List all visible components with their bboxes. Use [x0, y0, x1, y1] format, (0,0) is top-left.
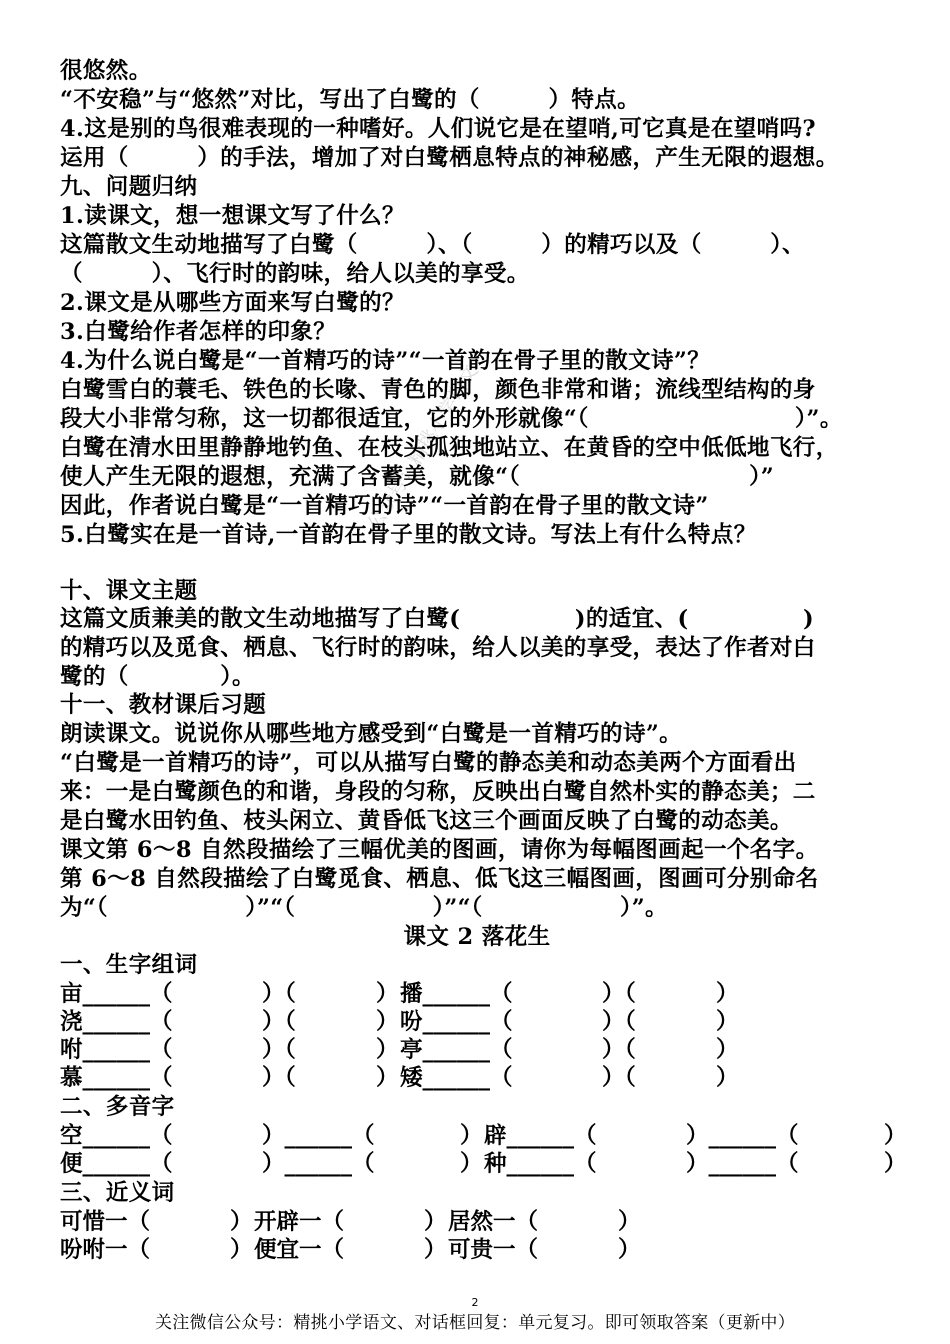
page-number: 2: [471, 1296, 479, 1309]
question: 2.课文是从哪些方面来写白鹭的？: [60, 290, 405, 316]
text-line: 运用（ ）的手法，增加了对白鹭栖息特点的神秘感，产生无限的遐想。: [60, 145, 839, 171]
jinyi-cell: 便宜一（: [254, 1237, 345, 1263]
duoyin-cell: 种______（: [484, 1151, 597, 1177]
shengzi-cell: ）: [376, 1037, 399, 1063]
jinyi-cell: 可贵一（: [448, 1237, 539, 1263]
jinyi-cell: 可惜一（: [60, 1209, 151, 1235]
text-line: 是白鹭水田钓鱼、枝头闲立、黄昏低飞这三个画面反映了白鹭的动态美。: [60, 808, 793, 834]
shengzi-cell: ）: [716, 1065, 739, 1091]
jinyi-cell: 开辟一（: [254, 1209, 345, 1235]
shengzi-cell: ）: [716, 1037, 739, 1063]
text-line: 使人产生无限的遐想，充满了含蓄美，就像“（ ）”: [60, 464, 775, 490]
shengzi-cell: ）: [716, 1009, 739, 1035]
duoyin-cell: ）______（: [262, 1151, 375, 1177]
text-line: 因此，作者说白鹭是“一首精巧的诗”“一首韵在骨子里的散文诗”: [60, 493, 709, 519]
shengzi-cell: ）（: [262, 1065, 296, 1091]
duoyin-cell: ）: [884, 1123, 907, 1149]
duoyin-cell: ）______（: [262, 1123, 375, 1149]
question: 5.白鹭实在是一首诗,一首韵在骨子里的散文诗。写法上有什么特点？: [60, 522, 757, 548]
shengzi-cell: ）: [376, 1009, 399, 1035]
text-line: “不安稳”与“悠然”对比，写出了白鹭的（ ）特点。: [60, 87, 641, 113]
duoyin-cell: ）______（: [686, 1123, 799, 1149]
jinyi-cell: 吩咐一（: [60, 1237, 151, 1263]
text-line: 白鹭雪白的蓑毛、铁色的长喙、青色的脚，颜色非常和谐；流线型结构的身: [60, 377, 816, 403]
watermark: 公众号：精挑小学语文: [363, 360, 483, 534]
text-line: 很悠然。: [60, 58, 152, 84]
shengzi-cell: ）（: [262, 1009, 296, 1035]
text-line: 鹭的（ ）。: [60, 664, 255, 690]
shengzi-cell: ）（: [602, 1009, 636, 1035]
text-line: （ ）、飞行时的韵味，给人以美的享受。: [60, 261, 530, 287]
duoyin-cell: ）______（: [686, 1151, 799, 1177]
shengzi-cell: 慕______（: [60, 1065, 173, 1091]
duoyin-cell: ）: [884, 1151, 907, 1177]
shengzi-cell: ）: [376, 1065, 399, 1091]
shengzi-cell: ）: [376, 981, 399, 1007]
text-line: 这篇散文生动地描写了白鹭（ ）、（ ）的精巧以及（ ）、: [60, 232, 805, 258]
question: 1.读课文，想一想课文写了什么？: [60, 203, 405, 229]
shengzi-cell: ）（: [602, 1065, 636, 1091]
shengzi-cell: 浇______（: [60, 1009, 173, 1035]
shengzi-cell: 亩______（: [60, 981, 173, 1007]
shengzi-cell: 亭______（: [400, 1037, 513, 1063]
text-line: “白鹭是一首精巧的诗”，可以从描写白鹭的静态美和动态美两个方面看出: [60, 750, 797, 776]
question: 4.为什么说白鹭是“一首精巧的诗”“一首韵在骨子里的散文诗”？: [60, 348, 711, 374]
shengzi-cell: ）: [716, 981, 739, 1007]
question: 3.白鹭给作者怎样的印象？: [60, 319, 337, 345]
section-heading: 一、生字组词: [60, 952, 198, 978]
duoyin-cell: ）: [460, 1123, 483, 1149]
jinyi-cell: ）: [230, 1237, 253, 1263]
jinyi-cell: 居然一（: [448, 1209, 539, 1235]
shengzi-cell: 播______（: [400, 981, 513, 1007]
shengzi-cell: ）（: [602, 981, 636, 1007]
text-line: 朗读课文。说说你从哪些地方感受到“白鹭是一首精巧的诗”。: [60, 721, 683, 747]
jinyi-cell: ）: [230, 1209, 253, 1235]
text-line: 的精巧以及觅食、栖息、飞行时的韵味，给人以美的享受，表达了作者对白: [60, 635, 816, 661]
text-line: 这篇文质兼美的散文生动地描写了白鹭( )的适宜、( ): [60, 606, 815, 632]
shengzi-cell: ）（: [262, 981, 296, 1007]
shengzi-cell: 矮______（: [400, 1065, 513, 1091]
jinyi-cell: ）: [424, 1209, 447, 1235]
duoyin-cell: 便______（: [60, 1151, 173, 1177]
section-heading: 九、问题归纳: [60, 174, 198, 200]
text-line: 来：一是白鹭颜色的和谐，身段的匀称，反映出白鹭自然朴实的静态美；二: [60, 779, 816, 805]
text-line: 为“（ ）”“（ ）”“（ ）”。: [60, 895, 668, 921]
shengzi-cell: ）（: [262, 1037, 296, 1063]
text-line: 第 6～8 自然段描绘了白鹭觅食、栖息、低飞这三幅图画，图画可分别命名: [60, 866, 819, 892]
footer-note: 关注微信公众号：精挑小学语文、对话框回复：单元复习。即可领取答案（更新中）: [154, 1313, 796, 1333]
section-heading: 十、课文主题: [60, 578, 198, 604]
jinyi-cell: ）: [618, 1237, 641, 1263]
jinyi-cell: ）: [424, 1237, 447, 1263]
text-line: 4.这是别的鸟很难表现的一种嗜好。人们说它是在望哨,可它真是在望哨吗?: [60, 116, 817, 142]
lesson-title: 课文 2 落花生: [403, 924, 551, 950]
section-heading: 二、多音字: [60, 1094, 175, 1120]
duoyin-cell: 辟______（: [484, 1123, 597, 1149]
text-line: 白鹭在清水田里静静地钓鱼、在枝头孤独地站立、在黄昏的空中低低地飞行，: [60, 435, 839, 461]
shengzi-cell: 吩______（: [400, 1009, 513, 1035]
duoyin-cell: ）: [460, 1151, 483, 1177]
section-heading: 十一、教材课后习题: [60, 692, 267, 718]
shengzi-cell: 咐______（: [60, 1037, 173, 1063]
jinyi-cell: ）: [618, 1209, 641, 1235]
duoyin-cell: 空______（: [60, 1123, 173, 1149]
text-line: 段大小非常匀称，这一切都很适宜，它的外形就像“（ ）”。: [60, 406, 843, 432]
text-line: 课文第 6～8 自然段描绘了三幅优美的图画，请你为每幅图画起一个名字。: [60, 837, 819, 863]
shengzi-cell: ）（: [602, 1037, 636, 1063]
section-heading: 三、近义词: [60, 1180, 175, 1206]
